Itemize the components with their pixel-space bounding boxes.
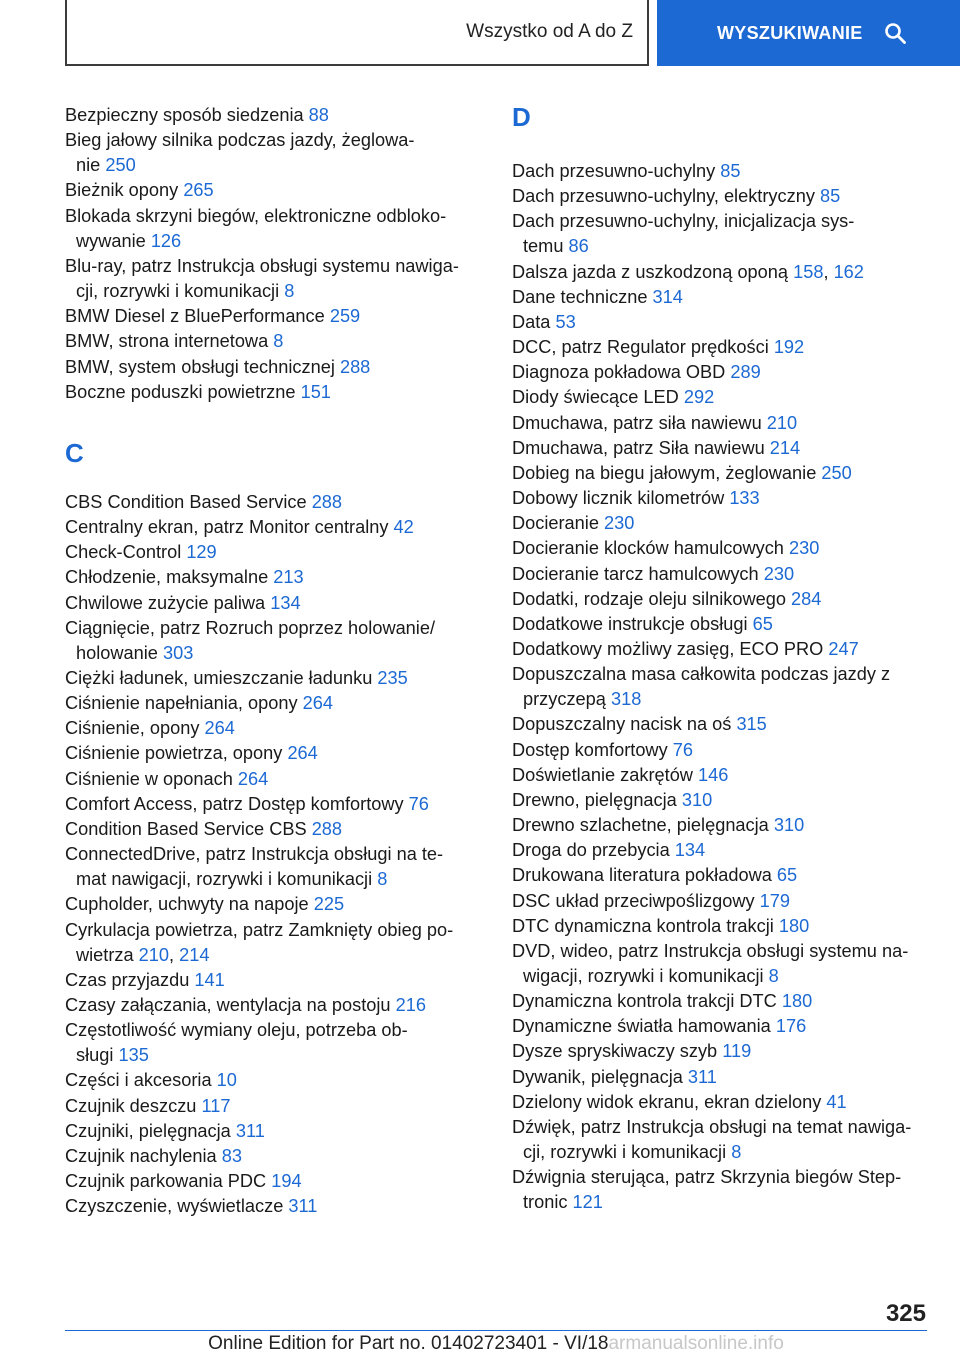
index-entry-text: Bieg jałowy silnika podczas jazdy, żeglowa‐ xyxy=(65,130,415,151)
page-link[interactable]: 146 xyxy=(698,764,729,785)
page-link[interactable]: 264 xyxy=(204,718,235,739)
index-entry xyxy=(512,1014,932,1039)
index-group-c xyxy=(65,490,485,1220)
page-link[interactable]: 41 xyxy=(826,1091,847,1112)
index-entry-text: Boczne poduszki powietrzne xyxy=(65,381,296,402)
index-entry-text: Dodatki, rodzaje oleju silnikowego xyxy=(512,588,786,609)
index-entry xyxy=(512,939,932,989)
index-entry-text: Blu-ray, patrz Instrukcja obsługi systemu nawiga‐ xyxy=(65,255,459,276)
index-entry xyxy=(65,616,485,666)
index-entry xyxy=(65,204,485,254)
page-link[interactable]: 158 xyxy=(793,261,824,282)
page-link[interactable]: 318 xyxy=(610,689,642,710)
index-entry-continuation: tronic xyxy=(523,1192,568,1213)
index-entry xyxy=(512,536,932,561)
index-entry-continuation: cji, rozrywki i komunikacji xyxy=(523,1142,727,1163)
index-entry-text: Drewno szlachetne, pielęgnacja xyxy=(512,815,769,836)
page-link[interactable]: 83 xyxy=(221,1145,242,1166)
index-entry-text: Doświetlanie zakrętów xyxy=(512,764,693,785)
index-entry-text: Data xyxy=(512,311,551,332)
page-link[interactable]: 88 xyxy=(308,105,329,125)
index-entry-text: Comfort Access, patrz Dostęp komfortowy xyxy=(65,793,404,814)
index-entry xyxy=(65,515,485,540)
index-entry-text: Czyszczenie, wyświetlacze xyxy=(65,1196,284,1217)
index-entry-text: Drukowana literatura pokładowa xyxy=(512,865,772,886)
index-entry-text: Check-Control xyxy=(65,542,182,563)
index-entry xyxy=(512,738,932,763)
index-entry-text: Docieranie tarcz hamulcowych xyxy=(512,563,759,584)
section-letter-d: D xyxy=(512,102,531,132)
index-entry-text: Ciężki ładunek, umieszczanie ładunku xyxy=(65,667,373,688)
index-entry-text: Dźwięk, patrz Instrukcja obsługi na temat nawiga‐ xyxy=(512,1116,912,1137)
index-entry-continuation: mat nawigacji, rozrywki i komunikacji xyxy=(76,869,373,890)
page-link[interactable]: 310 xyxy=(773,815,805,836)
index-entry-text: Czas przyjazdu xyxy=(65,969,190,990)
page-link[interactable]: 210 xyxy=(766,412,798,433)
page-link[interactable]: 134 xyxy=(674,840,706,861)
index-entry-text: Chłodzenie, maksymalne xyxy=(65,567,269,588)
index-entry xyxy=(65,1119,485,1144)
page-number: 325 xyxy=(885,1300,926,1327)
index-entry-text: CBS Condition Based Service xyxy=(65,491,307,512)
index-entry xyxy=(65,1144,485,1169)
section-letter-c: C xyxy=(65,437,84,468)
index-entry xyxy=(65,490,485,515)
index-entry-text: Bezpieczny sposób siedzenia xyxy=(65,105,304,125)
index-entry-text: Dynamiczne światła hamowania xyxy=(512,1016,771,1037)
index-entry xyxy=(65,993,485,1018)
index-entry-text: Docieranie klocków hamulcowych xyxy=(512,538,784,559)
index-entry xyxy=(65,892,485,917)
index-entry: Cyrkulacja powietrza, patrz Zamknięty obieg po‐ wietrza 210, 214 xyxy=(65,919,454,965)
index-entry xyxy=(512,889,932,914)
index-entry xyxy=(65,767,485,792)
index-entry-continuation: temu xyxy=(523,236,564,257)
index-entry xyxy=(65,1068,485,1093)
index-entry xyxy=(65,1018,485,1068)
index-entry-text: Dach przesuwno-uchylny, elektryczny xyxy=(512,186,815,207)
index-entry xyxy=(65,792,485,817)
page-link[interactable]: 247 xyxy=(828,638,859,659)
index-entry xyxy=(512,184,932,209)
index-entry xyxy=(65,1169,485,1194)
index-entry-text: Dobowy licznik kilometrów xyxy=(512,488,725,509)
footer-watermark: armanualsonline.info xyxy=(608,1333,784,1354)
index-entry xyxy=(512,989,932,1014)
index-entry xyxy=(65,817,485,842)
index-entry-continuation: nie xyxy=(76,155,101,176)
page-link[interactable]: 264 xyxy=(237,768,269,789)
index-entry xyxy=(512,1165,932,1215)
index-entry xyxy=(512,461,932,486)
page-link[interactable]: 85 xyxy=(819,186,841,207)
page-link[interactable]: 180 xyxy=(781,991,813,1012)
page-link[interactable]: 134 xyxy=(270,592,301,613)
search-icon xyxy=(883,21,907,45)
index-entry-text: Dopuszczalna masa całkowita podczas jazdy z xyxy=(512,664,891,685)
page-link[interactable]: 119 xyxy=(722,1041,752,1062)
index-entry-text: Części i akcesoria xyxy=(65,1070,212,1091)
index-entry xyxy=(512,1039,932,1064)
index-entry xyxy=(512,562,932,587)
page-link[interactable]: 135 xyxy=(118,1045,149,1066)
page-link[interactable]: 311 xyxy=(235,1120,265,1141)
index-entry-text: Czujnik deszczu xyxy=(65,1095,197,1116)
index-entry-text: Bieżnik opony xyxy=(65,180,179,201)
index-entry xyxy=(65,178,485,203)
index-entry xyxy=(512,1065,932,1090)
index-entry-text: Ciągnięcie, patrz Rozruch poprzez holowanie/ xyxy=(65,617,436,638)
index-entry-text: BMW Diesel z BluePerformance xyxy=(65,306,325,327)
index-entry-text: Cyrkulacja powietrza, patrz Zamknięty obieg po‐ xyxy=(65,919,454,940)
index-entry xyxy=(512,1090,932,1115)
index-entry xyxy=(512,335,932,360)
index-entry xyxy=(65,355,485,380)
index-entry-text: Chwilowe zużycie paliwa xyxy=(65,592,266,613)
search-label: WYSZUKIWANIE xyxy=(717,22,863,43)
index-entry-text: Ciśnienie, opony xyxy=(65,718,200,739)
index-entry xyxy=(512,511,932,536)
index-column-left xyxy=(65,103,485,1219)
page-link[interactable]: 288 xyxy=(311,818,343,839)
index-entry-text: Czujnik parkowania PDC xyxy=(65,1171,267,1192)
page-link[interactable]: 235 xyxy=(377,667,408,688)
index-entry xyxy=(512,813,932,838)
index-entry xyxy=(65,128,485,178)
page-link[interactable]: 264 xyxy=(302,693,333,714)
index-entry xyxy=(65,591,485,616)
index-entry-continuation: cji, rozrywki i komunikacji xyxy=(76,281,280,302)
index-entry xyxy=(512,436,932,461)
index-entry-text: Dodatkowe instrukcje obsługi xyxy=(512,613,748,634)
index-entry-continuation: wywanie xyxy=(76,230,146,251)
page-link[interactable]: 76 xyxy=(672,739,693,760)
index-entry xyxy=(65,254,485,304)
index-entry-text: BMW, strona internetowa xyxy=(65,331,269,352)
page-link[interactable]: 284 xyxy=(791,588,822,609)
page-link[interactable]: 180 xyxy=(778,915,810,936)
page-link[interactable]: 250 xyxy=(105,155,136,176)
page-link[interactable]: 230 xyxy=(763,563,795,584)
index-entry-continuation: sługi xyxy=(76,1045,114,1066)
page-link[interactable]: 8 xyxy=(284,281,295,302)
index-entry xyxy=(512,712,932,737)
index-entry-continuation: wigacji, rozrywki i komunikacji xyxy=(523,966,764,986)
index-entry-text: Dźwignia sterująca, patrz Skrzynia biegów Step‐ xyxy=(512,1167,902,1188)
page-link[interactable]: 303 xyxy=(162,642,194,663)
index-entry-text: Dobieg na biegu jałowym, żeglowanie xyxy=(512,462,817,483)
page-link[interactable]: 53 xyxy=(555,311,576,332)
page-link[interactable]: 230 xyxy=(788,538,820,559)
index-entry xyxy=(65,691,485,716)
index-entry xyxy=(512,285,932,310)
page-link[interactable]: 117 xyxy=(201,1095,231,1116)
index-entry-text: Ciśnienie w oponach xyxy=(65,768,233,789)
page-link[interactable]: 65 xyxy=(752,613,773,634)
index-entry-text: BMW, system obsługi technicznej xyxy=(65,356,335,377)
index-entry-continuation: holowanie xyxy=(76,642,158,663)
page-link[interactable]: 8 xyxy=(731,1142,742,1163)
index-entry xyxy=(512,159,932,184)
footer-divider xyxy=(65,1330,927,1331)
page-link[interactable]: 42 xyxy=(393,517,414,538)
page-link[interactable]: 230 xyxy=(604,513,635,534)
page-link[interactable]: 289 xyxy=(730,362,761,383)
index-entry-text: Drewno, pielęgnacja xyxy=(512,789,677,810)
page-link[interactable]: 192 xyxy=(773,337,805,358)
index-entry xyxy=(512,838,932,863)
index-entry-continuation: przyczepą xyxy=(523,689,606,710)
index-entry-text: Cupholder, uchwyty na napoje xyxy=(65,894,309,915)
index-entry xyxy=(65,1194,485,1219)
index-entry xyxy=(65,716,485,741)
index-group-d xyxy=(512,159,932,1216)
index-entry-text: DVD, wideo, patrz Instrukcja obsługi systemu na‐ xyxy=(512,940,909,961)
index-entry xyxy=(512,763,932,788)
page-link[interactable]: 214 xyxy=(179,944,210,965)
page-link[interactable]: 76 xyxy=(408,793,429,814)
index-entry-text: DTC dynamiczna kontrola trakcji xyxy=(512,915,774,936)
index-entry-text: Dynamiczna kontrola trakcji DTC xyxy=(512,991,777,1012)
page-link[interactable]: 65 xyxy=(776,865,798,886)
index-entry xyxy=(512,662,932,712)
index-entry xyxy=(512,587,932,612)
index-entry-text: Dzielony widok ekranu, ekran dzielony xyxy=(512,1091,822,1112)
page-link[interactable]: 315 xyxy=(736,714,767,735)
index-entry-text: Dach przesuwno-uchylny, inicjalizacja sys‐ xyxy=(512,211,855,232)
page-link[interactable]: 214 xyxy=(769,437,801,458)
index-entry-text: Condition Based Service CBS xyxy=(65,818,307,839)
index-entry-text: Centralny ekran, patrz Monitor centralny xyxy=(65,517,389,538)
index-entry xyxy=(512,914,932,939)
index-column-right xyxy=(512,103,932,1216)
page-link[interactable]: 8 xyxy=(377,869,388,890)
page-link[interactable]: 288 xyxy=(339,356,371,377)
index-entry xyxy=(512,360,932,385)
index-entry-continuation: wietrza xyxy=(76,944,134,965)
index-entry-text: Diody świecące LED xyxy=(512,387,679,408)
index-entry xyxy=(512,637,932,662)
index-entry-text: Docieranie xyxy=(512,513,599,534)
index-entry-text: Dmuchawa, patrz Siła nawiewu xyxy=(512,437,765,458)
index-entry-text: Blokada skrzyni biegów, elektroniczne odbloko‐ xyxy=(65,205,447,226)
index-entry xyxy=(65,329,485,354)
index-entry-text: DCC, patrz Regulator prędkości xyxy=(512,337,769,358)
index-entry xyxy=(65,1094,485,1119)
page-link[interactable]: 176 xyxy=(775,1016,807,1037)
index-entry-text: Dywanik, pielęgnacja xyxy=(512,1066,683,1087)
index-entry xyxy=(512,209,932,259)
index-entry-text: Dodatkowy możliwy zasięg, ECO PRO xyxy=(512,638,824,659)
index-entry xyxy=(512,1115,932,1165)
page-link[interactable]: 216 xyxy=(395,995,426,1015)
index-entry-text: Częstotliwość wymiany oleju, potrzeba ob‐ xyxy=(65,1020,408,1041)
page-link[interactable]: 151 xyxy=(300,381,331,402)
page-link[interactable]: 311 xyxy=(288,1196,318,1217)
index-entry-text: Czujnik nachylenia xyxy=(65,1145,217,1166)
page-link[interactable]: 121 xyxy=(572,1192,603,1213)
index-entry-text: Dach przesuwno-uchylny xyxy=(512,161,716,181)
index-entry-text: Dostęp komfortowy xyxy=(512,739,668,760)
index-entry xyxy=(65,380,485,405)
footer-edition-text: Online Edition for Part no. 01402723401 - VI/18 xyxy=(208,1333,609,1354)
index-entry xyxy=(65,304,485,329)
index-entry-text: Dane techniczne xyxy=(512,286,648,307)
page-link[interactable]: 314 xyxy=(652,286,683,307)
page-link[interactable]: 126 xyxy=(150,230,182,251)
index-a-to-z-tab[interactable] xyxy=(65,0,649,66)
index-a-to-z-label: Wszystko od A do Z xyxy=(466,21,633,42)
page-link[interactable]: 85 xyxy=(720,161,741,181)
page-link[interactable]: 259 xyxy=(329,306,361,327)
page-link[interactable]: 288 xyxy=(311,491,343,512)
index-entry-text: Dalsza jazda z uszkodzoną oponą xyxy=(512,261,789,282)
index-entry-text: Czasy załączania, wentylacja na postoju xyxy=(65,995,391,1015)
index-entry xyxy=(512,486,932,511)
page-link[interactable]: 86 xyxy=(568,236,589,257)
index-entry-text: Dysze spryskiwaczy szyb xyxy=(512,1041,718,1062)
top-navigation xyxy=(0,0,960,68)
page-link[interactable]: 133 xyxy=(729,488,760,509)
page-link[interactable]: 225 xyxy=(313,894,345,915)
index-entry-text: Ciśnienie powietrza, opony xyxy=(65,743,283,764)
index-entry xyxy=(512,385,932,410)
index-entry xyxy=(65,540,485,565)
index-entry: Dalsza jazda z uszkodzoną oponą 158, 162 xyxy=(512,261,864,282)
page-link[interactable]: 264 xyxy=(287,743,318,764)
page-link[interactable]: 210 xyxy=(138,944,170,965)
index-entry-text: DSC układ przeciwpoślizgowy xyxy=(512,890,755,911)
index-entry xyxy=(512,612,932,637)
page-link[interactable]: 250 xyxy=(821,462,852,483)
index-entry xyxy=(512,411,932,436)
page-link[interactable]: 8 xyxy=(273,331,284,352)
footer xyxy=(65,1333,927,1355)
index-entry xyxy=(65,741,485,766)
page-link[interactable]: 179 xyxy=(759,890,791,911)
index-entry-text: Diagnoza pokładowa OBD xyxy=(512,362,726,383)
index-entry-text: Dopuszczalny nacisk na oś xyxy=(512,714,732,735)
index-entry xyxy=(512,788,932,813)
index-entry xyxy=(512,863,932,888)
index-entry xyxy=(65,103,485,128)
page-link[interactable]: 8 xyxy=(768,966,779,986)
index-entry xyxy=(512,310,932,335)
search-button[interactable] xyxy=(657,0,960,66)
page-link[interactable]: 311 xyxy=(687,1066,717,1087)
page-link[interactable]: 162 xyxy=(833,261,864,282)
index-entry xyxy=(65,968,485,993)
index-entry-text: Dmuchawa, patrz siła nawiewu xyxy=(512,412,762,433)
index-entry xyxy=(65,666,485,691)
page-link[interactable]: 292 xyxy=(683,387,715,408)
index-group-b xyxy=(65,103,485,405)
index-entry-text: ConnectedDrive, patrz Instrukcja obsługi na te‐ xyxy=(65,844,444,865)
index-entry-text: Czujniki, pielęgnacja xyxy=(65,1120,231,1141)
index-entry xyxy=(65,565,485,590)
page-link[interactable]: 265 xyxy=(183,180,214,201)
page-link[interactable]: 141 xyxy=(194,969,225,990)
page-link[interactable]: 213 xyxy=(273,567,304,588)
index-entry xyxy=(65,842,485,892)
index-entry-text: Ciśnienie napełniania, opony xyxy=(65,693,298,714)
page-link[interactable]: 129 xyxy=(186,542,217,563)
index-entry-text: Droga do przebycia xyxy=(512,840,670,861)
page-link[interactable]: 310 xyxy=(681,789,713,810)
page-link[interactable]: 194 xyxy=(271,1171,302,1192)
page-link[interactable]: 10 xyxy=(216,1070,237,1091)
